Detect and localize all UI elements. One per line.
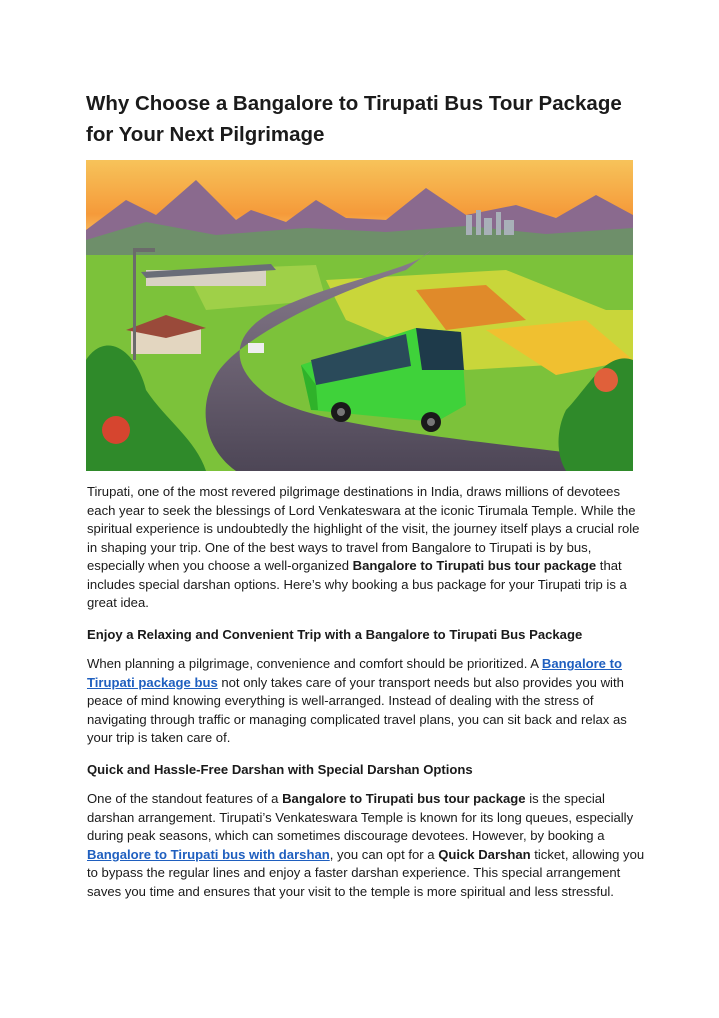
section2-text-4: ticket, allowing you to bypass the regular lines and enjoy a faster darshan experience. This special arrangement saves you time and ensures that your visit to the temple is more spiritual and less stressful. bbox=[87, 846, 645, 899]
package-bus-link[interactable]: Bangalore to Tirupati package bus bbox=[87, 656, 622, 690]
section1-text-2: not only takes care of your transport needs but also provides you with peace of mind knowing everything is well-arranged. Instead of dealing with the stress of navigating through traffic or managing complicated travel plans, you can sit back and relax as your trip is taken care of. bbox=[87, 674, 627, 745]
page-title: Why Choose a Bangalore to Tirupati Bus Tour Package for Your Next Pilgrimage bbox=[86, 92, 622, 146]
section-heading-darshan: Quick and Hassle-Free Darshan with Special Darshan Options bbox=[87, 762, 473, 777]
intro-text-1: Tirupati, one of the most revered pilgrimage destinations in India, draws millions of devotees each year to seek the blessings of Lord Venkateswara at the iconic Tirumala Temple. While the spiritual experience is undoubtedly the highlight of the visit, the journey itself plays a crucial role in shaping your trip. One of the best ways to travel from Bangalore to Tirupati is by bus, especially when you choose a well-organized bbox=[87, 484, 640, 573]
section1-paragraph bbox=[87, 655, 647, 748]
section2-text-3: , you can opt for a bbox=[329, 846, 439, 862]
section-heading-relaxing-trip: Enjoy a Relaxing and Convenient Trip with a Bangalore to Tirupati Bus Package bbox=[87, 627, 583, 642]
intro-paragraph bbox=[87, 483, 647, 613]
section2-bold-2: Quick Darshan bbox=[438, 846, 531, 862]
distant-vehicle bbox=[248, 343, 264, 353]
flower-bush bbox=[102, 416, 130, 444]
section2-bold-1: Bangalore to Tirupati bus tour package bbox=[282, 791, 526, 806]
flower-bush-right bbox=[594, 368, 618, 392]
street-lamp bbox=[133, 250, 136, 360]
intro-text-2: that includes special darshan options. Here’s why booking a bus package for your Tirupati trip is a great idea. bbox=[87, 558, 627, 610]
section1-text-1: When planning a pilgrimage, convenience and comfort should be prioritized. A bbox=[87, 656, 542, 671]
hero-illustration bbox=[86, 160, 633, 471]
section2-paragraph bbox=[87, 790, 647, 901]
intro-bold-1: Bangalore to Tirupati bus tour package bbox=[352, 558, 597, 573]
section2-text-1: One of the standout features of a bbox=[87, 791, 283, 806]
bus-with-darshan-link[interactable]: Bangalore to Tirupati bus with darshan bbox=[87, 846, 330, 862]
section2-text-2: is the special darshan arrangement. Tirupati’s Venkateswara Temple is known for its long queues, especially during peak seasons, which can sometimes discourage devotees. However, by booking a bbox=[87, 791, 634, 843]
